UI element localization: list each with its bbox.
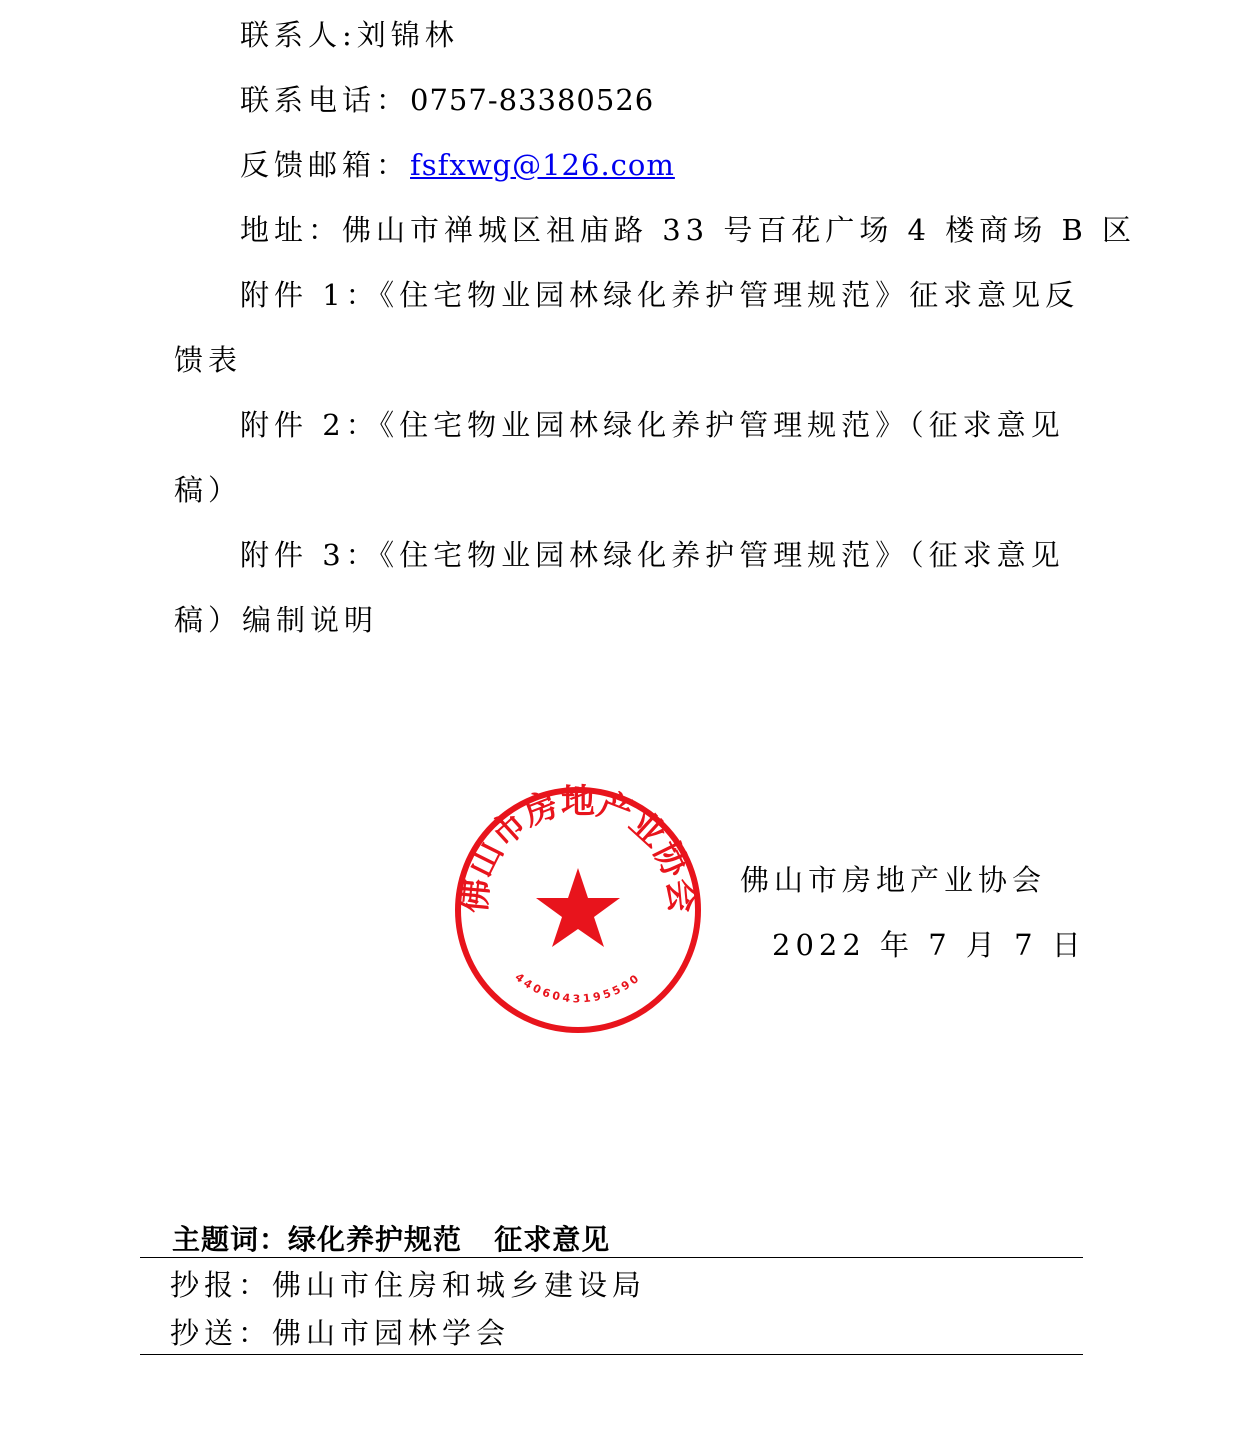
attachment-2: 附件 2：《住宅物业园林绿化养护管理规范》（征求意见	[240, 408, 1065, 442]
contact-person: 联系人:刘锦林	[240, 18, 459, 52]
seal-text: 佛山市房地产业协会	[453, 782, 703, 915]
feedback-email	[240, 145, 675, 185]
attachment-3-cont: 稿）编制说明	[174, 603, 379, 637]
signature-organization: 佛山市房地产业协会	[740, 863, 1047, 897]
phone-label: 联系电话：	[240, 83, 411, 117]
signature-date: 2022 年 7 月 7 日	[772, 928, 1086, 962]
address: 地址：佛山市禅城区祖庙路 33 号百花广场 4 楼商场 B 区	[240, 213, 1136, 247]
seal-star-icon	[536, 868, 620, 947]
copy-to: 抄送：佛山市园林学会	[170, 1316, 511, 1350]
seal-code: 4406043195590	[512, 970, 644, 1006]
attachment-2-cont: 稿）	[174, 473, 243, 507]
divider-bottom	[140, 1354, 1083, 1355]
attachment-1: 附件 1：《住宅物业园林绿化养护管理规范》征求意见反	[240, 278, 1080, 312]
attachment-1-cont: 馈表	[174, 343, 243, 377]
contact-phone	[240, 80, 654, 120]
phone-number: 0757-83380526	[410, 83, 655, 117]
official-seal	[450, 782, 706, 1038]
divider-top	[140, 1257, 1083, 1258]
attachment-3: 附件 3：《住宅物业园林绿化养护管理规范》（征求意见	[240, 538, 1065, 572]
report-to: 抄报：佛山市住房和城乡建设局	[170, 1268, 647, 1302]
subject-keywords: 主题词：绿化养护规范 征求意见	[172, 1223, 611, 1256]
email-label: 反馈邮箱：	[240, 148, 411, 182]
email-link[interactable]: fsfxwg@126.com	[410, 148, 675, 182]
